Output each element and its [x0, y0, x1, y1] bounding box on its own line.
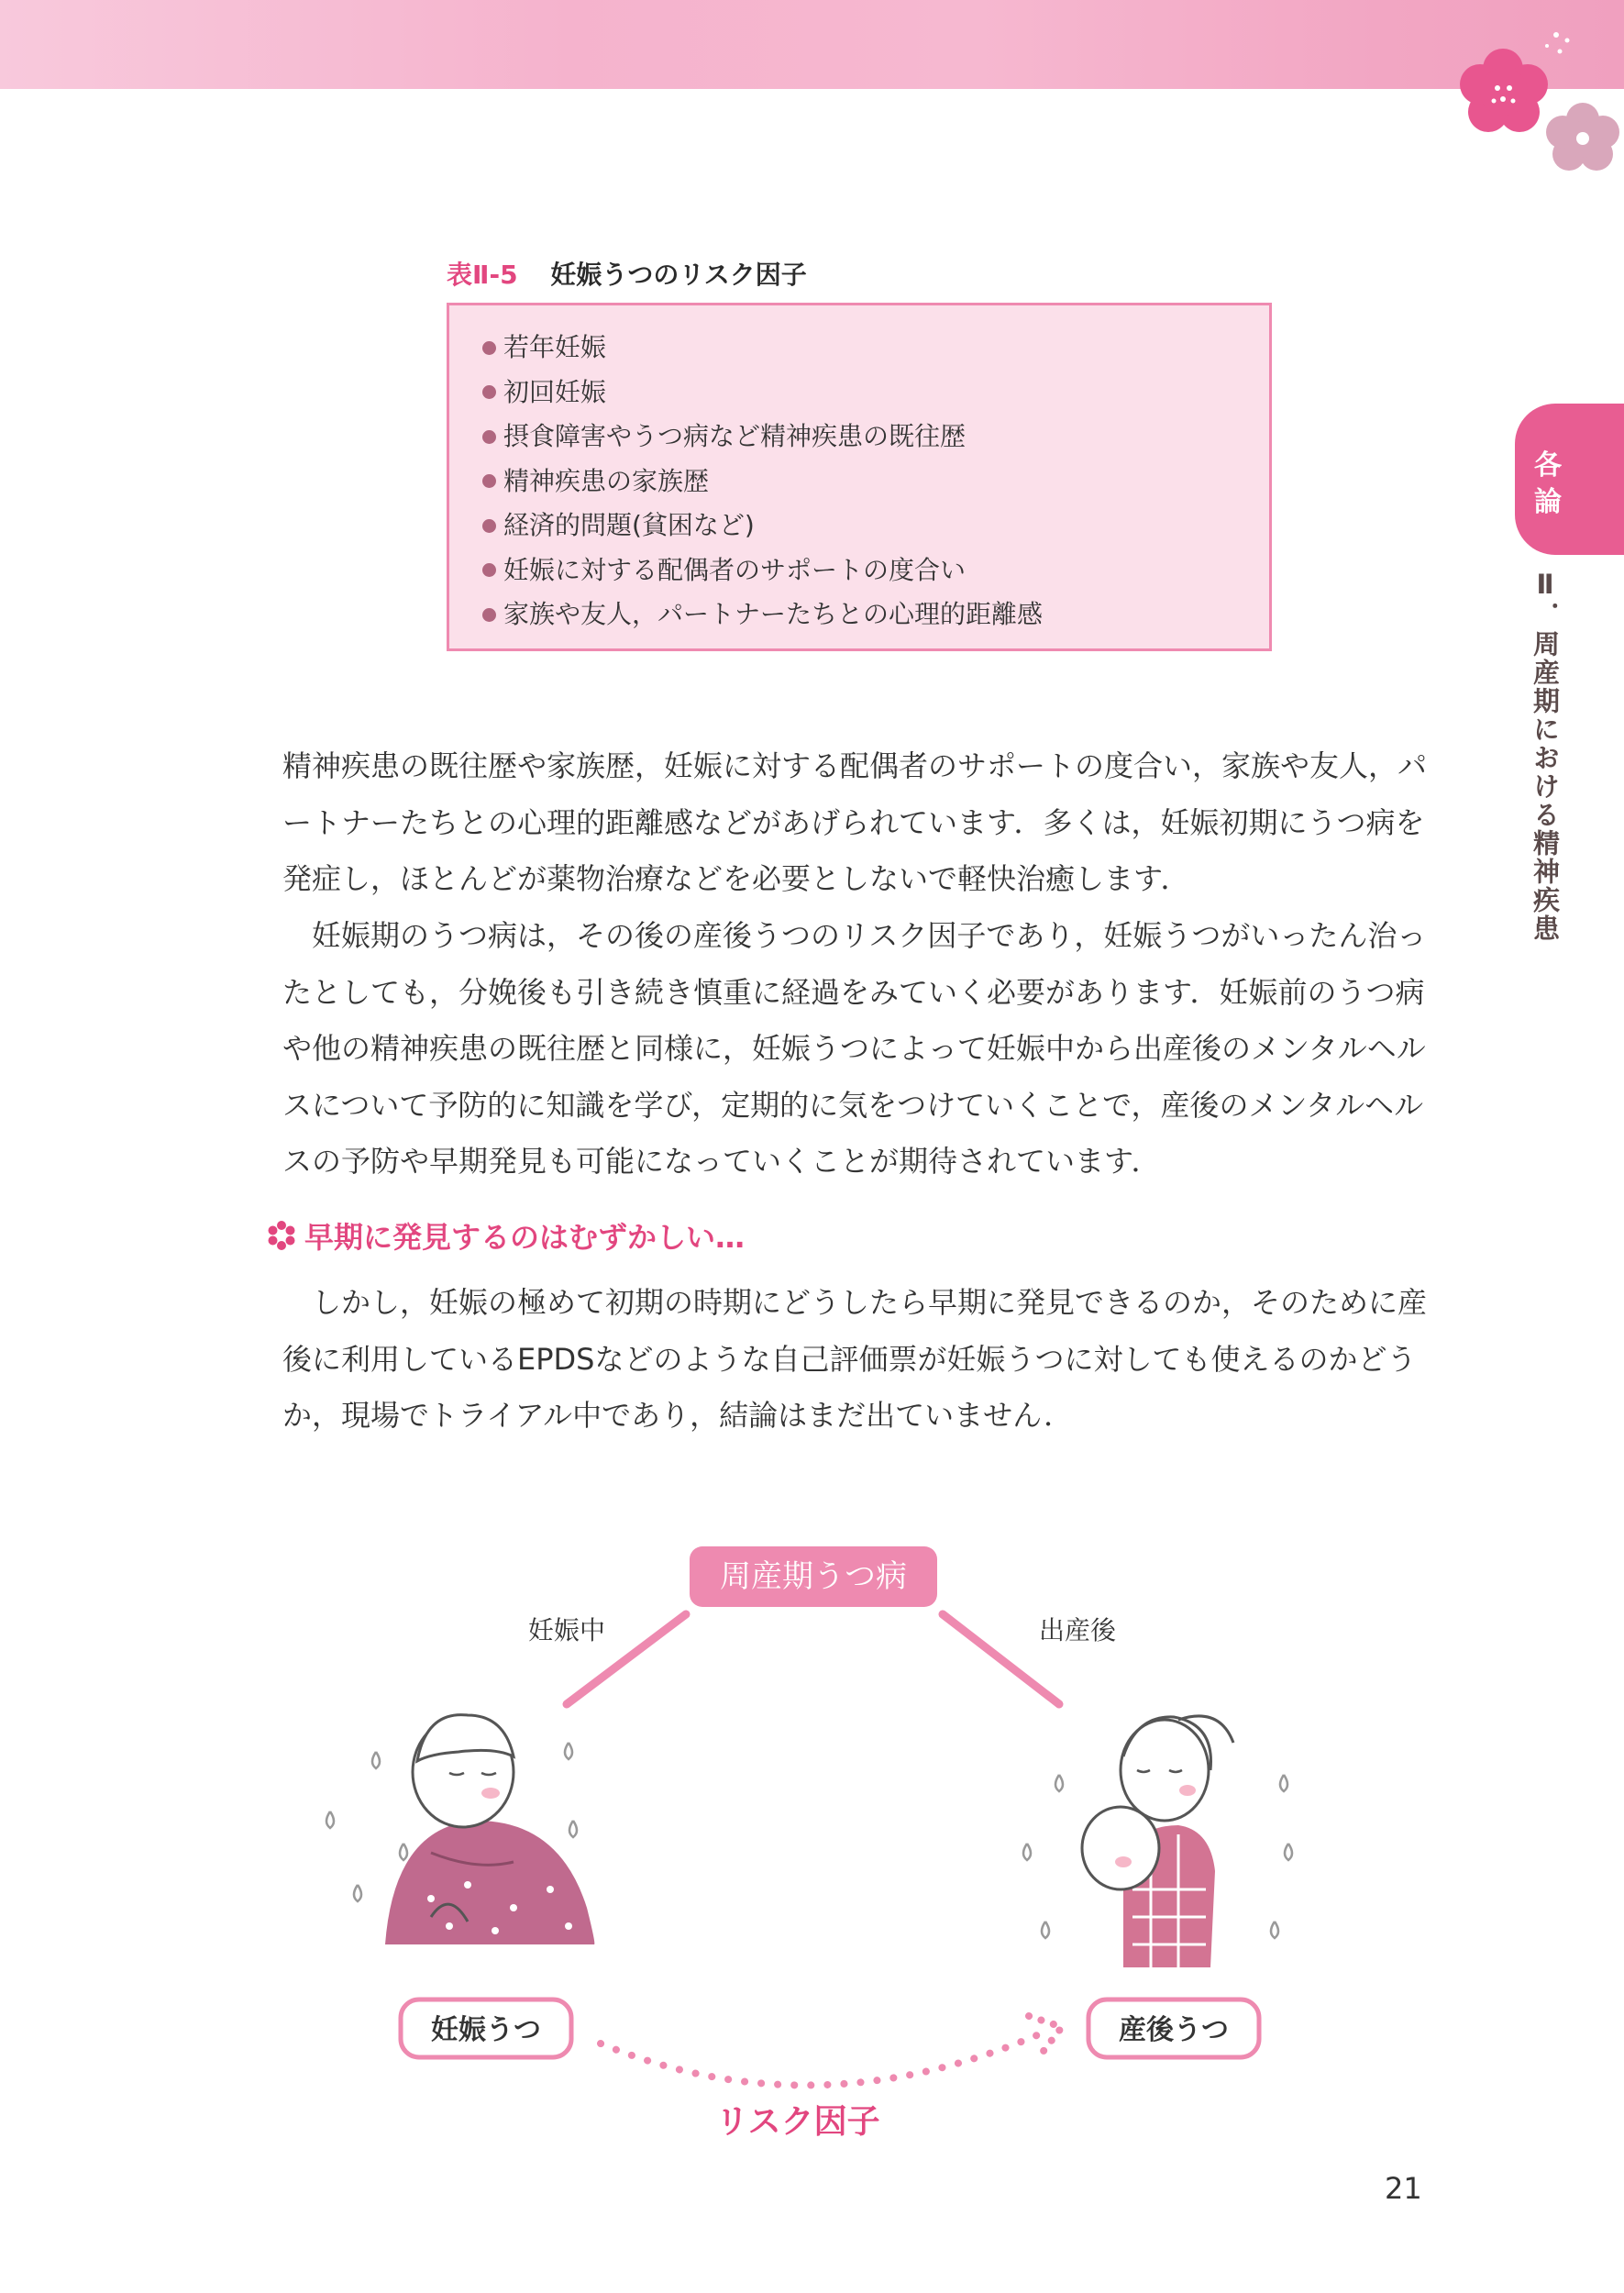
- paragraph-1: 精神疾患の既往歴や家族歴，妊娠に対する配偶者のサポートの度合い，家族や友人，パートナーたちとの心理的距離感などがあげられています．多くは，妊娠初期にうつ病を発症し，ほとんどが薬物治療などを必要としないで軽快治癒します．: [282, 748, 1428, 896]
- paragraph-2: 妊娠期のうつ病は，その後の産後うつのリスク因子であり，妊娠うつがいったん治ったとしても，分娩後も引き続き慎重に経過をみていく必要があります．妊娠前のうつ病や他の精神疾患の既往歴と同様に，妊娠うつによって妊娠中から出産後のメンタルヘルスについて予防的に知識を学び，定期的に気をつけていくことで，産後のメンタルヘルスの予防や早期発見も可能になっていくことが期待されています．: [282, 918, 1427, 1179]
- risk-factor-table: [447, 303, 1272, 651]
- header-band: [0, 0, 1624, 89]
- risk-arrow: [601, 2032, 1045, 2085]
- table-title: 妊娠うつのリスク因子: [550, 260, 807, 290]
- list-item: 初回妊娠: [482, 371, 1269, 415]
- chapter-title: Ⅱ．周産期における精神疾患: [1530, 569, 1561, 943]
- flower-decoration-icon: [1386, 18, 1624, 183]
- left-branch-label: 妊娠中: [527, 1615, 606, 1645]
- list-item: 摂食障害やうつ病など精神疾患の既往歴: [482, 415, 1269, 460]
- left-box-label: 妊娠うつ: [431, 2014, 541, 2046]
- paragraph-3: しかし，妊娠の極めて初期の時期にどうしたら早期に発見できるのか，そのために産後に利用しているEPDSなどのような自己評価票が妊娠うつに対しても使えるのかどうか，現場でトライアル中であり，結論はまだ出ていません．: [282, 1285, 1428, 1433]
- list-item: 家族や友人，パートナーたちとの心理的距離感: [482, 593, 1269, 637]
- perinatal-depression-diagram: [0, 1504, 1624, 2146]
- bullet-icon: [482, 474, 496, 488]
- section-tab: [1515, 404, 1624, 555]
- right-branch-label: 出産後: [1038, 1615, 1117, 1645]
- left-box: [401, 1999, 571, 2057]
- section-heading: [266, 1214, 745, 1257]
- risk-factor-list: [449, 305, 1269, 637]
- top-label-box: [690, 1546, 937, 1607]
- right-box: [1088, 1999, 1259, 2057]
- bullet-icon: [482, 385, 496, 399]
- risk-factor-label: リスク因子: [715, 2103, 880, 2141]
- right-box-label: 産後うつ: [1119, 2014, 1229, 2046]
- page-number: 21: [1385, 2171, 1422, 2206]
- list-item: 精神疾患の家族歴: [482, 460, 1269, 504]
- list-item: 妊娠に対する配偶者のサポートの度合い: [482, 548, 1269, 593]
- top-label: 周産期うつ病: [720, 1558, 907, 1595]
- list-item: 経済的問題(貧困など): [482, 504, 1269, 548]
- pregnant-woman-illustration-icon: [326, 1715, 594, 1944]
- bullet-icon: [482, 519, 496, 533]
- table-number: 表Ⅱ-5: [447, 260, 518, 290]
- bullet-icon: [482, 430, 496, 444]
- mother-with-baby-illustration-icon: [1023, 1716, 1292, 1967]
- list-item: 若年妊娠: [482, 326, 1269, 371]
- asterisk-icon: [266, 1220, 297, 1251]
- bullet-icon: [482, 563, 496, 577]
- tab-label-1: 各: [1534, 449, 1562, 482]
- tab-label-2: 論: [1534, 486, 1562, 518]
- section-heading-text: 早期に発見するのはむずかしい…: [304, 1220, 746, 1255]
- bullet-icon: [482, 608, 496, 622]
- table-caption: [447, 255, 807, 292]
- bullet-icon: [482, 341, 496, 355]
